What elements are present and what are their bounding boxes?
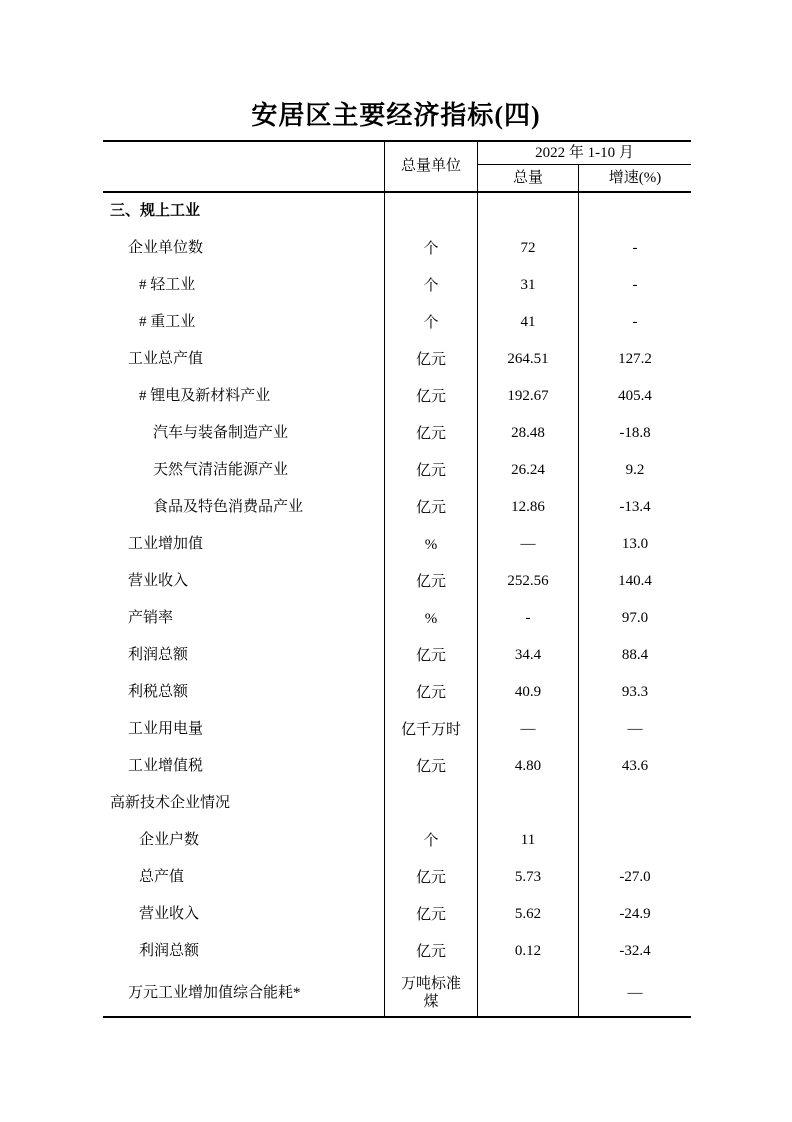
total-cell: 5.62 — [478, 896, 579, 933]
unit-cell: 亿元 — [385, 637, 478, 674]
total-cell: 41 — [478, 304, 579, 341]
unit-cell: 个 — [385, 822, 478, 859]
indicator-cell — [103, 378, 385, 415]
indicator-cell — [103, 341, 385, 378]
indicator-label: 食品及特色消费品产业 — [153, 499, 304, 516]
indicator-cell — [103, 674, 385, 711]
indicator-cell — [103, 193, 385, 230]
header-total: 总量 — [478, 165, 579, 191]
table-row — [103, 933, 691, 970]
indicator-cell — [103, 563, 385, 600]
table-row — [103, 674, 691, 711]
growth-cell: 9.2 — [625, 462, 645, 479]
growth-cell: 405.4 — [618, 388, 652, 405]
total-cell: 192.67 — [478, 378, 579, 415]
total-cell: 31 — [478, 267, 579, 304]
total-cell — [478, 970, 579, 1016]
indicator-label: 工业增加值 — [128, 536, 204, 553]
indicator-label: 工业增值税 — [128, 758, 204, 775]
total-cell: 0.12 — [478, 933, 579, 970]
total-cell: 264.51 — [478, 341, 579, 378]
unit-cell: 亿千万时 — [385, 711, 478, 748]
growth-cell: -32.4 — [619, 943, 651, 960]
table-row — [103, 563, 691, 600]
growth-cell: 88.4 — [621, 647, 649, 664]
indicator-cell — [103, 452, 385, 489]
indicator-label: 营业收入 — [128, 573, 189, 590]
total-cell: 26.24 — [478, 452, 579, 489]
growth-cell — [579, 822, 691, 859]
indicator-cell — [103, 748, 385, 785]
table-header — [103, 142, 691, 193]
total-cell: 34.4 — [478, 637, 579, 674]
indicator-label: 利润总额 — [128, 647, 189, 664]
table-row — [103, 193, 691, 230]
page-title: 安居区主要经济指标(四) — [251, 101, 541, 130]
growth-cell: 43.6 — [621, 758, 649, 775]
total-cell: - — [478, 600, 579, 637]
growth-cell: -13.4 — [619, 499, 651, 516]
indicator-cell — [103, 267, 385, 304]
unit-cell: 亿元 — [385, 933, 478, 970]
indicator-cell — [103, 933, 385, 970]
indicator-label: 利税总额 — [128, 684, 189, 701]
indicator-label: # 轻工业 — [139, 277, 196, 294]
growth-cell: - — [632, 277, 638, 294]
table-row — [103, 859, 691, 896]
indicator-label: 利润总额 — [139, 943, 200, 960]
unit-cell: 亿元 — [385, 859, 478, 896]
header-period: 2022 年 1-10 月 — [478, 142, 691, 165]
total-cell: 11 — [478, 822, 579, 859]
table-row — [103, 230, 691, 267]
table-row — [103, 526, 691, 563]
unit-cell: 亿元 — [385, 896, 478, 933]
total-cell: — — [478, 526, 579, 563]
indicator-cell — [103, 822, 385, 859]
indicator-label: 企业户数 — [139, 832, 200, 849]
total-cell: 252.56 — [478, 563, 579, 600]
unit-cell: 亿元 — [385, 674, 478, 711]
total-cell: 72 — [478, 230, 579, 267]
total-cell: 5.73 — [478, 859, 579, 896]
unit-cell: 亿元 — [385, 748, 478, 785]
table-row — [103, 970, 691, 1016]
total-cell: 12.86 — [478, 489, 579, 526]
unit-cell: 个 — [385, 230, 478, 267]
indicator-label: 三、规上工业 — [110, 203, 201, 220]
growth-cell: 13.0 — [621, 536, 649, 553]
indicator-cell — [103, 785, 385, 822]
header-unit-column: 总量单位 — [385, 142, 478, 191]
table-row — [103, 341, 691, 378]
unit-cell: 亿元 — [385, 563, 478, 600]
indicator-cell — [103, 711, 385, 748]
unit-cell: 亿元 — [385, 489, 478, 526]
unit-cell: 个 — [385, 304, 478, 341]
unit-cell: % — [385, 600, 478, 637]
table-row — [103, 748, 691, 785]
header-indicator-column — [103, 142, 385, 191]
table-row — [103, 600, 691, 637]
header-subrow — [478, 165, 691, 191]
growth-cell: -24.9 — [619, 906, 651, 923]
table-row — [103, 896, 691, 933]
total-cell: — — [478, 711, 579, 748]
indicator-label: 汽车与装备制造产业 — [153, 425, 289, 442]
table-row — [103, 267, 691, 304]
table-row — [103, 785, 691, 822]
indicator-label: 营业收入 — [139, 906, 200, 923]
total-cell: 28.48 — [478, 415, 579, 452]
indicator-cell — [103, 600, 385, 637]
indicator-label: 天然气清洁能源产业 — [153, 462, 289, 479]
growth-cell: -18.8 — [619, 425, 651, 442]
indicator-label: 企业单位数 — [128, 240, 204, 257]
unit-cell: 亿元 — [385, 452, 478, 489]
total-cell — [478, 193, 579, 230]
unit-cell: 亿元 — [385, 341, 478, 378]
indicators-table — [103, 140, 691, 1018]
indicator-cell — [103, 970, 385, 1016]
growth-cell: — — [627, 721, 643, 738]
indicator-label: 万元工业增加值综合能耗* — [128, 984, 301, 1001]
indicator-cell — [103, 637, 385, 674]
growth-cell: - — [632, 240, 638, 257]
unit-cell: 亿元 — [385, 415, 478, 452]
indicator-cell — [103, 230, 385, 267]
growth-cell — [579, 785, 691, 822]
indicator-label: 总产值 — [139, 869, 185, 886]
growth-cell: 93.3 — [621, 684, 649, 701]
indicator-label: 工业用电量 — [128, 721, 204, 738]
growth-cell: 140.4 — [618, 573, 652, 590]
unit-cell — [385, 785, 478, 822]
unit-cell: 万吨标准煤 — [385, 970, 478, 1016]
total-cell: 40.9 — [478, 674, 579, 711]
table-row — [103, 637, 691, 674]
table-body — [103, 193, 691, 1016]
indicator-label: # 重工业 — [139, 314, 196, 331]
indicator-cell — [103, 526, 385, 563]
unit-cell: 个 — [385, 267, 478, 304]
table-row — [103, 378, 691, 415]
total-cell — [478, 785, 579, 822]
indicator-cell — [103, 859, 385, 896]
unit-cell — [385, 193, 478, 230]
table-row — [103, 415, 691, 452]
unit-cell: % — [385, 526, 478, 563]
table-row — [103, 822, 691, 859]
header-growth: 增速(%) — [608, 169, 662, 186]
indicator-label: 工业总产值 — [128, 351, 204, 368]
table-row — [103, 489, 691, 526]
growth-cell: -27.0 — [619, 869, 651, 886]
indicator-cell — [103, 896, 385, 933]
header-period-group — [478, 142, 691, 191]
indicator-label: 产销率 — [128, 610, 174, 627]
indicator-cell — [103, 489, 385, 526]
growth-cell: - — [632, 314, 638, 331]
table-row — [103, 304, 691, 341]
unit-cell: 亿元 — [385, 378, 478, 415]
table-row — [103, 452, 691, 489]
table-row — [103, 711, 691, 748]
growth-cell: — — [627, 984, 643, 1001]
indicator-cell — [103, 415, 385, 452]
indicator-label: # 锂电及新材料产业 — [139, 388, 271, 405]
growth-cell — [579, 193, 691, 230]
growth-cell: 97.0 — [621, 610, 649, 627]
growth-cell: 127.2 — [618, 351, 652, 368]
indicator-label: 高新技术企业情况 — [110, 795, 231, 812]
indicator-cell — [103, 304, 385, 341]
total-cell: 4.80 — [478, 748, 579, 785]
